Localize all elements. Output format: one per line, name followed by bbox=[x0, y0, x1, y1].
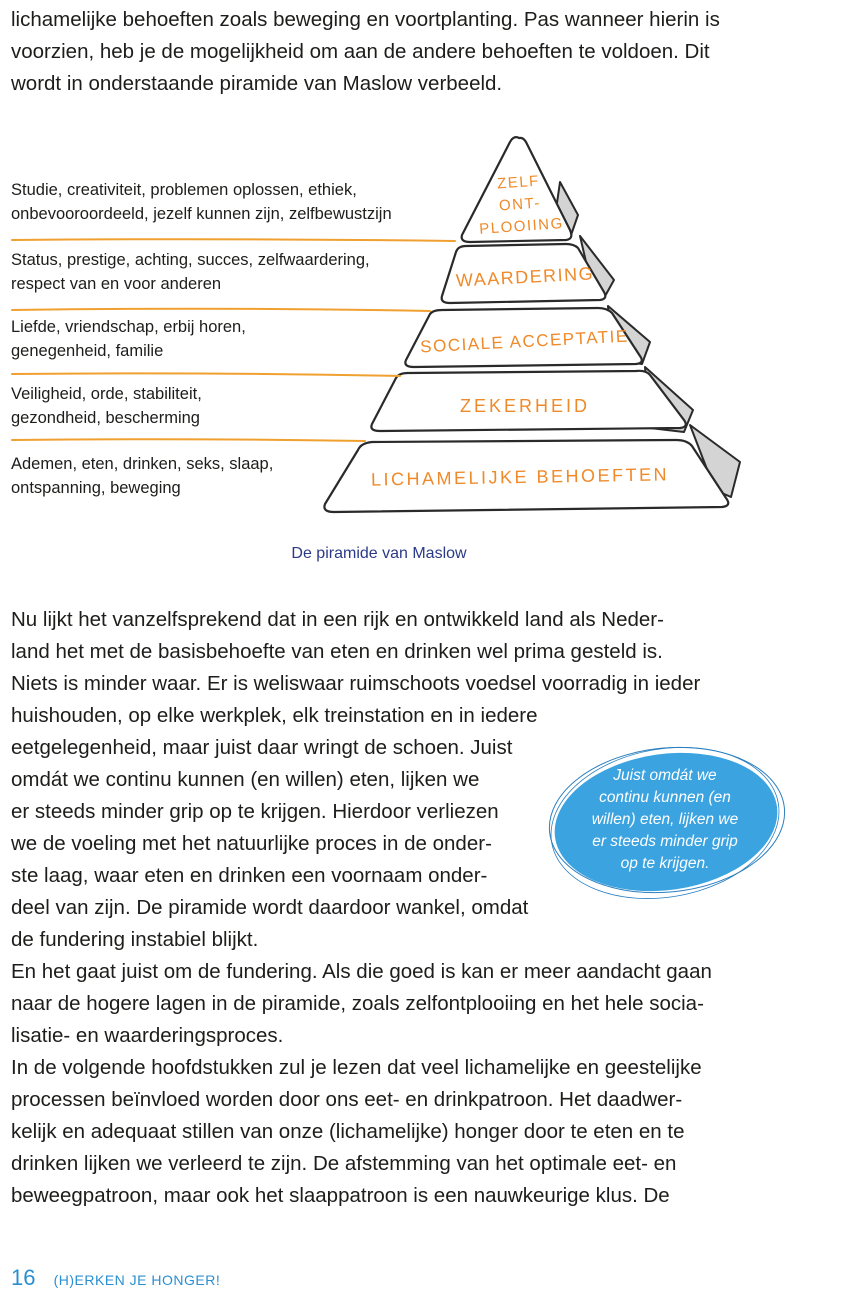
tier-label-line: ONT- bbox=[498, 194, 542, 215]
text-line: lichamelijke behoeften zoals beweging en voortplanting. Pas wanneer hierin is bbox=[11, 8, 720, 31]
figure-caption: De piramide van Maslow bbox=[291, 545, 467, 562]
description-line: respect van en voor anderen bbox=[11, 275, 222, 293]
callout-line: willen) eten, lijken we bbox=[591, 811, 739, 828]
level-description-zekerheid bbox=[11, 382, 202, 430]
text-line: processen beïnvloed worden door ons eet- en drinkpatroon. Het daadwer- bbox=[11, 1088, 683, 1111]
tier-label-line: ZELF bbox=[496, 172, 541, 193]
callout-quote bbox=[560, 765, 770, 875]
text-line: de fundering instabiel blijkt. bbox=[11, 928, 259, 951]
tier-label-zelfontplooiing bbox=[468, 169, 572, 242]
page-footer bbox=[11, 1265, 220, 1291]
text-line: land het met de basisbehoefte van eten en drinken wel prima gesteld is. bbox=[11, 640, 663, 663]
maslow-pyramid-figure bbox=[0, 120, 863, 540]
text-line: naar de hogere lagen in de piramide, zoals zelfontplooiing en het hele socia- bbox=[11, 992, 704, 1015]
text-line: Nu lijkt het vanzelfsprekend dat in een rijk en ontwikkeld land als Neder- bbox=[11, 608, 664, 631]
text-line: Niets is minder waar. Er is weliswaar ruimschoots voedsel voorradig in ieder bbox=[11, 672, 701, 695]
text-line: deel van zijn. De piramide wordt daardoor wankel, omdat bbox=[11, 896, 529, 919]
text-line: ste laag, waar eten en drinken een voornaam onder- bbox=[11, 864, 488, 887]
tier-label-lichamelijke-behoeften: LICHAMELIJKE BEHOEFTEN bbox=[370, 464, 670, 490]
level-description-sociale-acceptatie bbox=[11, 315, 246, 363]
book-title: (H)ERKEN JE HONGER! bbox=[53, 1272, 221, 1288]
level-description-waardering bbox=[11, 248, 370, 296]
text-line: kelijk en adequaat stillen van onze (lichamelijke) honger door te eten en te bbox=[11, 1120, 685, 1143]
text-line: omdát we continu kunnen (en willen) eten, lijken we bbox=[11, 768, 480, 791]
description-line: Veiligheid, orde, stabiliteit, bbox=[11, 385, 202, 403]
text-line: we de voeling met het natuurlijke proces in de onder- bbox=[11, 832, 492, 855]
text-line: wordt in onderstaande piramide van Maslow verbeeld. bbox=[11, 72, 503, 95]
tier-label-sociale-acceptatie: SOCIALE ACCEPTATIE bbox=[419, 326, 630, 357]
description-line: Liefde, vriendschap, erbij horen, bbox=[11, 318, 246, 336]
text-line: eetgelegenheid, maar juist daar wringt de schoen. Juist bbox=[11, 736, 513, 759]
text-line: drinken lijken we verleerd te zijn. De afstemming van het optimale eet- en bbox=[11, 1152, 677, 1175]
text-line: En het gaat juist om de fundering. Als die goed is kan er meer aandacht gaan bbox=[11, 960, 712, 983]
text-line: huishouden, op elke werkplek, elk treinstation en in iedere bbox=[11, 704, 538, 727]
intro-paragraph bbox=[11, 4, 720, 100]
page-number: 16 bbox=[11, 1265, 36, 1290]
description-line: genegenheid, familie bbox=[11, 342, 164, 360]
tier-label-waardering: WAARDERING bbox=[455, 263, 595, 291]
description-line: Studie, creativiteit, problemen oplossen, ethiek, bbox=[11, 181, 357, 199]
callout-line: continu kunnen (en bbox=[599, 789, 731, 806]
level-description-lichamelijke-behoeften bbox=[11, 452, 273, 500]
description-line: onbevooroordeeld, jezelf kunnen zijn, zelfbewustzijn bbox=[11, 205, 392, 223]
level-description-zelfontplooiing bbox=[11, 178, 392, 226]
text-line: voorzien, heb je de mogelijkheid om aan de andere behoeften te voldoen. Dit bbox=[11, 40, 710, 63]
text-line: In de volgende hoofdstukken zul je lezen dat veel lichamelijke en geestelijke bbox=[11, 1056, 702, 1079]
tier-label-line: PLOOIING bbox=[478, 215, 565, 238]
description-line: Status, prestige, achting, succes, zelfwaardering, bbox=[11, 251, 370, 269]
tier-label-zekerheid: ZEKERHEID bbox=[459, 396, 591, 416]
callout-line: er steeds minder grip bbox=[592, 833, 738, 850]
description-line: ontspanning, beweging bbox=[11, 479, 181, 497]
description-line: Ademen, eten, drinken, seks, slaap, bbox=[11, 455, 274, 473]
description-line: gezondheid, bescherming bbox=[11, 409, 200, 427]
text-line: beweegpatroon, maar ook het slaappatroon is een nauwkeurige klus. De bbox=[11, 1184, 670, 1207]
callout-line: op te krijgen. bbox=[620, 855, 710, 872]
text-line: er steeds minder grip op te krijgen. Hierdoor verliezen bbox=[11, 800, 499, 823]
text-line: lisatie- en waarderingsproces. bbox=[11, 1024, 284, 1047]
body-paragraph bbox=[11, 604, 712, 1212]
callout-line: Juist omdát we bbox=[613, 767, 717, 784]
